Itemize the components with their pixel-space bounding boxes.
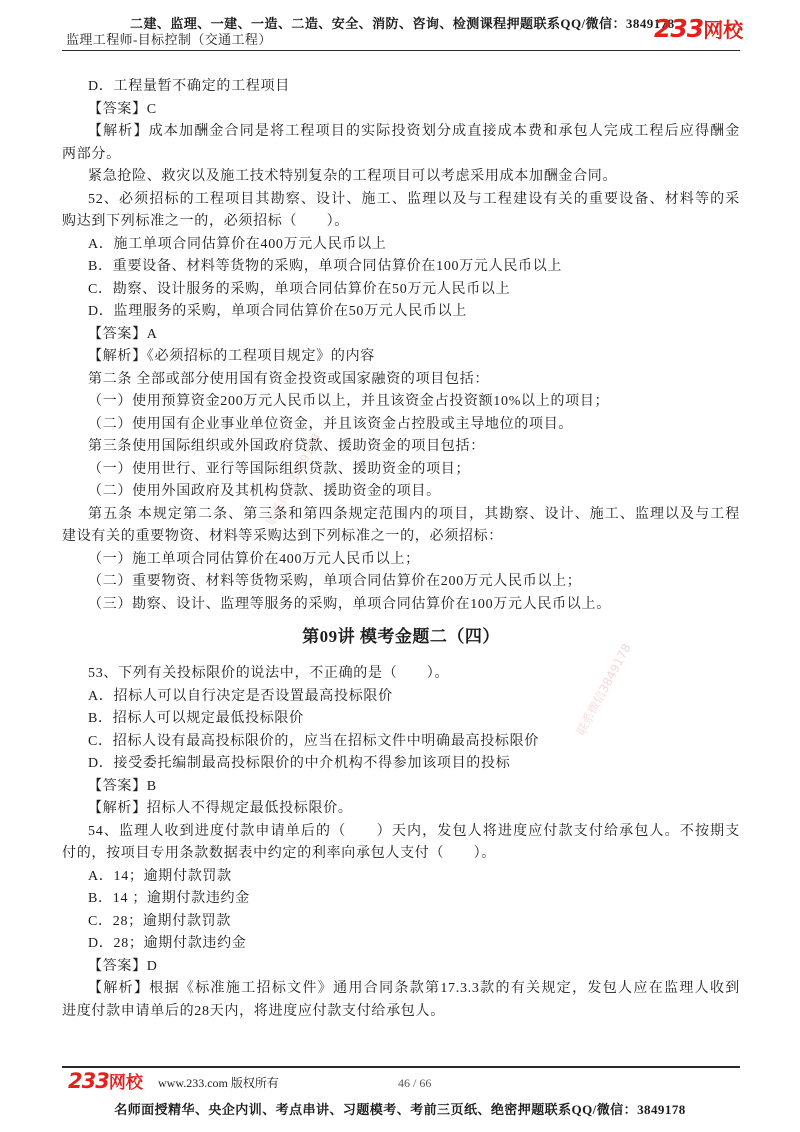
q54-option-a: A．14；逾期付款罚款 — [88, 868, 232, 884]
q51-analysis-note: 紧急抢险、救灾以及施工技术特别复杂的工程项目可以考虑采用成本加酬金合同。 — [88, 169, 618, 184]
q53-answer: 【答案】B — [88, 778, 157, 794]
section-heading: 第09讲 模考金题二（四） — [302, 627, 500, 646]
q53-analysis: 【解析】招标人不得规定最低投标限价。 — [88, 801, 353, 816]
regulation-line: （一）施工单项合同估算价在400万元人民币以上； — [88, 551, 420, 567]
regulation-line: 第五条 本规定第二条、第三条和第四条规定范围内的项目，其勘察、设计、施工、监理以及与工程 — [88, 506, 740, 522]
footer-divider — [62, 1066, 740, 1068]
regulation-line: （二）使用国有企业事业单位资金，并且该资金占控股或主导地位的项目。 — [88, 416, 574, 432]
watermark: 联系微信3849178 — [263, 431, 324, 528]
logo-text: 网校 — [703, 18, 744, 42]
q52-stem-line: 52、必须招标的工程项目其勘察、设计、施工、监理以及与工程建设有关的重要设备、材料等的采 — [88, 191, 740, 207]
q53-option-b: B．招标人可以规定最低投标限价 — [88, 711, 304, 726]
logo-text: 网校 — [108, 1073, 143, 1093]
page-number: 46 / 66 — [398, 1076, 432, 1090]
q51-analysis-line: 【解析】成本加酬金合同是将工程项目的实际投资划分成直接成本费和承包人完成工程后应得酬金 — [88, 124, 740, 139]
regulation-line: 建设有关的重要物资、材料等采购达到下列标准之一的，必须招标： — [62, 529, 503, 544]
q52-answer: 【答案】A — [88, 326, 158, 342]
content-section-1 — [62, 76, 740, 616]
regulation-line: 第三条使用国际组织或外国政府贷款、援助资金的项目包括： — [88, 439, 485, 454]
q53-option-d: D．接受委托编制最高投标限价的中介机构不得参加该项目的投标 — [88, 756, 511, 771]
q54-stem-line: 付的，按项目专用条款数据表中约定的利率向承包人支付（ ）。 — [62, 846, 496, 861]
q53-stem: 53、下列有关投标限价的说法中，不正确的是（ ）。 — [88, 666, 450, 681]
q51-answer: 【答案】C — [88, 101, 157, 117]
q53-option-c: C．招标人设有最高投标限价的，应当在招标文件中明确最高投标限价 — [88, 733, 540, 749]
q52-option-a: A．施工单项合同估算价在400万元人民币以上 — [88, 236, 387, 252]
q54-answer: 【答案】D — [88, 958, 158, 974]
regulation-line: （一）使用预算资金200万元人民币以上，并且该资金占投资额10%以上的项目； — [88, 394, 610, 409]
document-title: 监理工程师-目标控制（交通工程） — [66, 32, 272, 47]
q54-stem-line: 54、监理人收到进度付款申请单后的（ ）天内，发包人将进度应付款支付给承包人。不按期支 — [88, 823, 740, 839]
q52-option-b: B．重要设备、材料等货物的采购，单项合同估算价在100万元人民币以上 — [88, 259, 563, 274]
regulation-line: （二）重要物资、材料等货物采购，单项合同估算价在200万元人民币以上； — [88, 574, 582, 589]
q52-option-d: D．监理服务的采购，单项合同估算价在50万元人民币以上 — [88, 304, 468, 319]
q51-option-d: D．工程量暂不确定的工程项目 — [88, 79, 290, 94]
footer-promo-banner: 名师面授精华、央企内训、考点串讲、习题模考、考前三页纸、绝密押题联系QQ/微信：3849178 — [114, 1102, 686, 1117]
logo-number: 233 — [654, 14, 704, 43]
q54-option-c: C．28；逾期付款罚款 — [88, 913, 232, 929]
logo-number: 233 — [68, 1069, 109, 1093]
q51-analysis-line: 两部分。 — [62, 146, 121, 162]
header-promo-banner: 二建、监理、一建、一造、二造、安全、消防、咨询、检测课程押题联系QQ/微信：3849178 — [130, 16, 675, 31]
regulation-line: （三）勘察、设计、监理等服务的采购，单项合同估算价在100万元人民币以上。 — [88, 596, 611, 612]
footer-copyright: www.233.com 版权所有 — [158, 1076, 279, 1090]
footer-brand-logo — [68, 1071, 143, 1092]
q54-analysis-line: 进度付款申请单后的28天内，将进度应付款支付给承包人。 — [62, 1003, 445, 1019]
regulation-line: （二）使用外国政府及其机构贷款、援助资金的项目。 — [88, 484, 441, 499]
q54-option-d: D．28；逾期付款违约金 — [88, 936, 247, 951]
q52-stem-line: 购达到下列标准之一的，必须招标（ ）。 — [62, 214, 349, 229]
content-section-2 — [62, 663, 740, 1023]
brand-logo — [654, 16, 743, 41]
header-divider — [62, 50, 740, 51]
q53-option-a: A．招标人可以自行决定是否设置最高投标限价 — [88, 688, 393, 704]
q52-option-c: C．勘察、设计服务的采购，单项合同估算价在50万元人民币以上 — [88, 281, 511, 297]
regulation-line: 第二条 全部或部分使用国有资金投资或国家融资的项目包括： — [88, 371, 490, 387]
q54-option-b: B．14 ；逾期付款违约金 — [88, 891, 250, 906]
watermark: 联系微信3849178 — [573, 641, 634, 738]
q52-analysis: 【解析】《必须招标的工程项目规定》的内容 — [88, 349, 375, 364]
q54-analysis-line: 【解析】根据《标准施工招标文件》通用合同条款第17.3.3款的有关规定，发包人应在监理人收到 — [88, 981, 740, 996]
regulation-line: （一）使用世行、亚行等国际组织贷款、援助资金的项目； — [88, 461, 471, 477]
